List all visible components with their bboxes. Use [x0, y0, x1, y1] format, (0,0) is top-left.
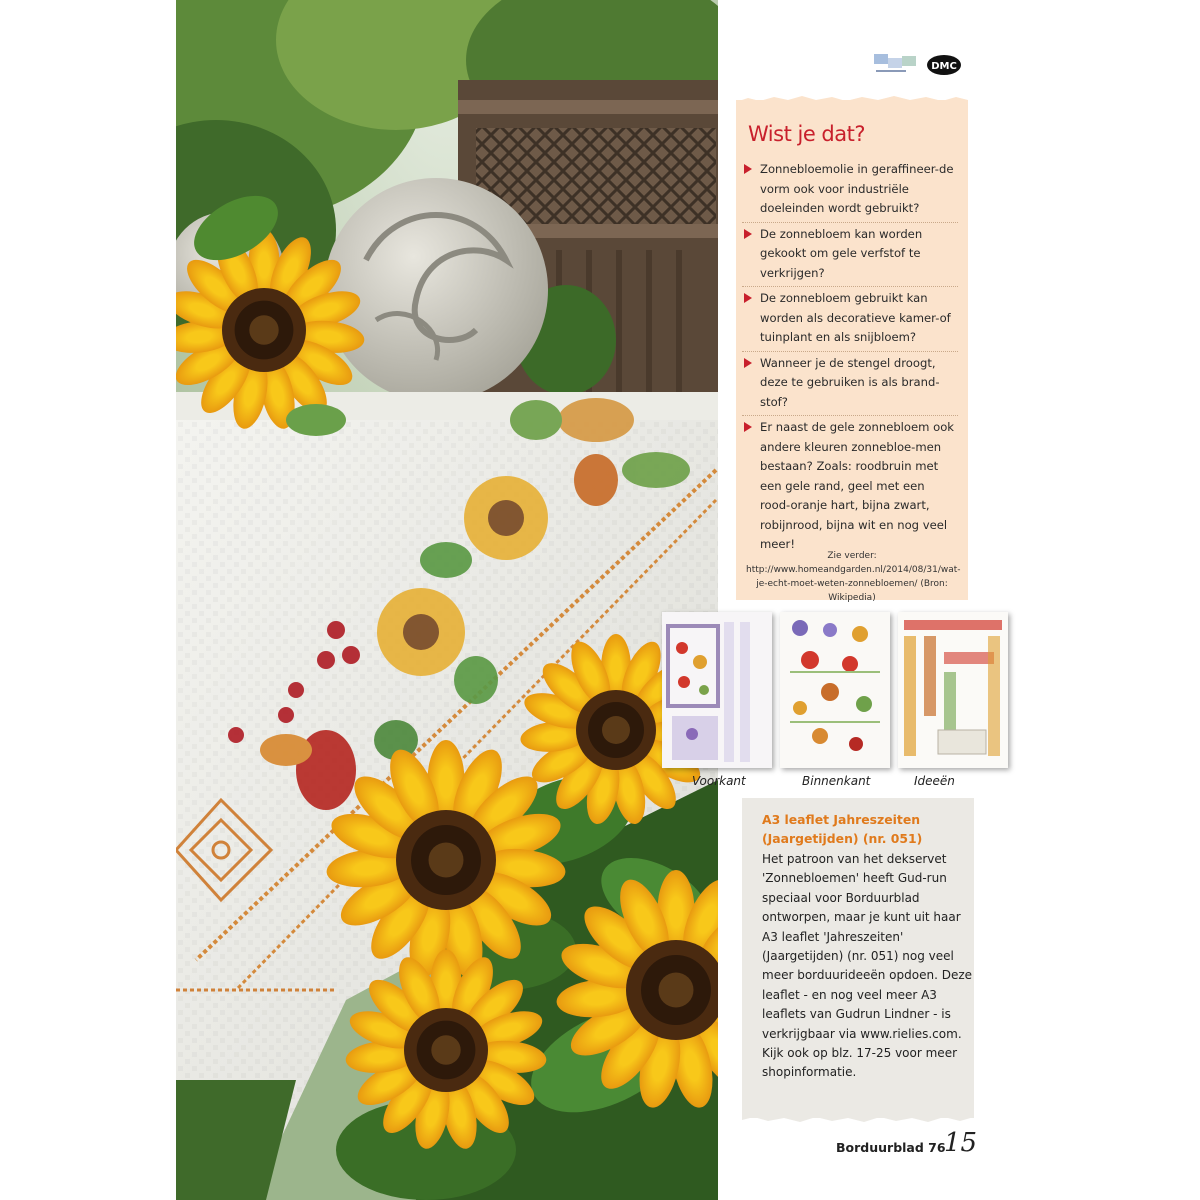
tip-text: Er naast de gele zonnebloem ook andere kleuren zonnebloe-men bestaan? Zoals: roodbruin met een gele rand, geel met een rood-oranje hart, bijna zwart, robijnrood, bijna wit en nog veel meer! [760, 420, 955, 551]
thumbnail-captions [662, 774, 1012, 794]
magazine-issue: Borduurblad 76 [836, 1140, 946, 1155]
caption-front: Voorkant [692, 774, 746, 788]
list-item [742, 416, 958, 558]
list-item [742, 223, 958, 288]
arrow-bullet-icon [744, 422, 752, 432]
leaflet-title: A3 leaflet Jahreszeiten (Jaargetijden) (nr. 051) [762, 812, 923, 846]
tip-text: Wanneer je de stengel droogt, deze te gebruiken is als brand-stof? [760, 355, 940, 409]
thumbnail-ideas [898, 612, 1008, 768]
arrow-bullet-icon [744, 229, 752, 239]
page-number: 15 [944, 1128, 978, 1158]
rielis-logo [872, 52, 920, 76]
source-note: Zie verder: http://www.homeandgarden.nl/2014/08/31/wat-je-echt-moet-weten-zonnebloemen/ (Bron: Wikipedia) [746, 551, 961, 603]
list-item [742, 287, 958, 352]
tip-text: De zonnebloem gebruikt kan worden als decoratieve kamer-of tuinplant en als snijbloem? [760, 291, 951, 344]
leaflet-thumbnails [662, 612, 1012, 772]
sunflower-tablecloth-photo [176, 0, 718, 1200]
svg-text:DMC: DMC [931, 61, 957, 72]
caption-inside: Binnenkant [802, 774, 871, 788]
did-you-know-title: Wist je dat? [748, 122, 865, 146]
did-you-know-list [742, 158, 958, 558]
did-you-know-box [736, 100, 968, 603]
torn-edge [742, 1112, 974, 1124]
leaflet-info-box [742, 798, 974, 1118]
list-item [742, 352, 958, 417]
list-item [742, 158, 958, 223]
dmc-logo [926, 54, 962, 76]
arrow-bullet-icon [744, 164, 752, 174]
torn-edge [736, 94, 968, 106]
tip-text: De zonnebloem kan worden gekookt om gele verfstof te verkrijgen? [760, 226, 923, 280]
thumbnail-front [662, 612, 772, 768]
leaflet-body: Het patroon van het dekservet 'Zonnebloemen' heeft Gud-run speciaal voor Borduurblad ontworpen, maar je kunt uit haar A3 leaflet 'Jahreszeiten' (Jaargetijden) (nr. 051) nog veel meer borduurideeën opdoen. Deze leaflet - en nog veel meer A3 leaflets van Gudrun Lindner - is verkrijgbaar via www.rielies.com. Kijk ook op blz. 17-25 voor meer shopinformatie. [762, 852, 973, 1080]
arrow-bullet-icon [744, 358, 752, 368]
arrow-bullet-icon [744, 293, 752, 303]
tip-text: Zonnebloemolie in geraffineer-de vorm ook voor industriële doeleinden wordt gebruikt? [760, 162, 954, 215]
thumbnail-inside [780, 612, 890, 768]
caption-ideas: Ideeën [914, 774, 955, 788]
